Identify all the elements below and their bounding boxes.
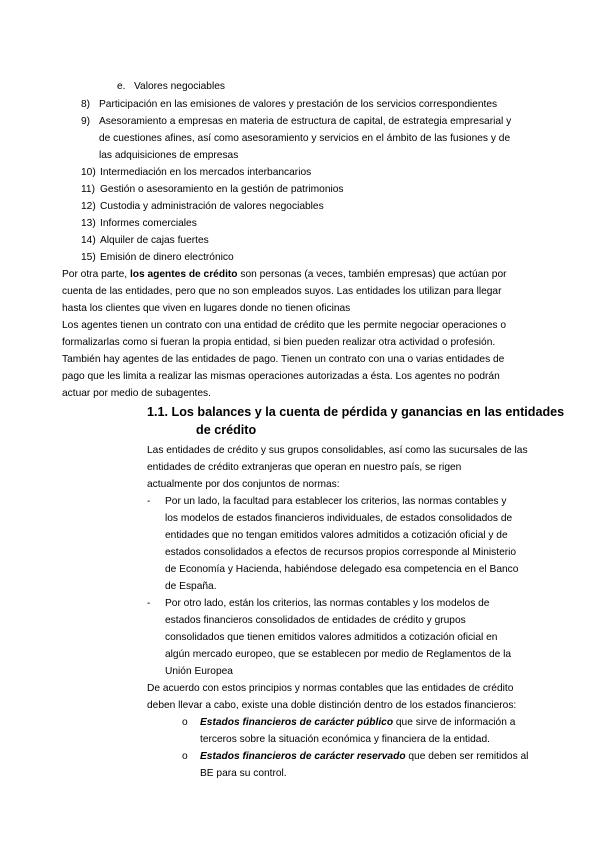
list-text: Emisión de dinero electrónico bbox=[100, 252, 234, 263]
bold-italic-term: Estados financieros de carácter público bbox=[200, 717, 394, 728]
sub-bullet-line: terceros sobre la situación económica y financiera de la entidad. bbox=[200, 734, 490, 745]
list-sub-item-e bbox=[117, 78, 225, 95]
paragraph-line: cuenta de las entidades, pero que no son empleados suyos. Las entidades los utilizan para llegar bbox=[62, 286, 502, 297]
list-text: Gestión o asesoramiento en la gestión de patrimonios bbox=[100, 184, 344, 195]
bullet-line: Por un lado, la facultad para establecer los criterios, las normas contables y bbox=[165, 496, 507, 507]
text-run: que sirve de información a bbox=[393, 717, 516, 728]
paragraph-line: formalizarlas como si fueran la propia entidad, si bien pueden realizar otra actividad o profesión. bbox=[62, 337, 496, 348]
bullet-line: algún mercado europeo, que se establecen por medio de Reglamentos de la bbox=[165, 649, 512, 660]
bullet-line: Por otro lado, están los criterios, las normas contables y los modelos de bbox=[165, 598, 490, 609]
text-run: que deben ser remitidos al bbox=[405, 751, 529, 762]
list-number: 12) bbox=[81, 201, 96, 212]
bullet-line: de España. bbox=[165, 581, 217, 592]
list-text: Asesoramiento a empresas en materia de estructura de capital, de estrategia empresarial y bbox=[99, 116, 512, 127]
bullet-line: de Economía y Hacienda, habiéndose delegado esa competencia en el Banco bbox=[165, 564, 519, 575]
list-marker: e. bbox=[117, 81, 126, 92]
list-text: Intermediación en los mercados interbancarios bbox=[100, 167, 312, 178]
list-text: Valores negociables bbox=[134, 81, 225, 92]
bold-italic-term: Estados financieros de carácter reservado bbox=[200, 751, 406, 762]
list-text: las adquisiciones de empresas bbox=[99, 150, 239, 161]
circle-bullet: o bbox=[182, 751, 188, 762]
dash-bullet: - bbox=[147, 598, 151, 609]
list-number: 10) bbox=[81, 167, 96, 178]
section-heading: 1.1. Los balances y la cuenta de pérdida y ganancias en las entidades bbox=[147, 405, 565, 419]
bullet-line: estados financieros consolidados de entidades de crédito y grupos bbox=[165, 615, 466, 626]
bullet-line: estados consolidados a efectos de recursos propios corresponde al Ministerio bbox=[165, 547, 517, 558]
section-heading-line2: de crédito bbox=[196, 423, 257, 437]
list-text: Participación en las emisiones de valores y prestación de los servicios correspondientes bbox=[99, 99, 498, 110]
paragraph-line: actuar por medio de subagentes. bbox=[62, 388, 211, 399]
paragraph-line: De acuerdo con estos principios y normas contables que las entidades de crédito bbox=[147, 683, 514, 694]
sub-bullet-line bbox=[200, 714, 515, 731]
paragraph-line: deben llevar a cabo, existe una doble distinción dentro de los estados financieros: bbox=[147, 700, 517, 711]
circle-bullet: o bbox=[182, 717, 188, 728]
bullet-line: consolidados que tienen emitidos valores admitidos a cotización oficial en bbox=[165, 632, 498, 643]
paragraph-line bbox=[62, 266, 507, 283]
list-number: 8) bbox=[81, 99, 91, 110]
text-run: son personas (a veces, también empresas) que actúan por bbox=[237, 269, 507, 280]
paragraph-line: Los agentes tienen un contrato con una entidad de crédito que les permite negociar operaciones o bbox=[62, 320, 507, 331]
list-text: Custodia y administración de valores negociables bbox=[100, 201, 324, 212]
list-number: 9) bbox=[81, 116, 91, 127]
bullet-line: los modelos de estados financieros individuales, de estados consolidados de bbox=[165, 513, 513, 524]
list-number: 14) bbox=[81, 235, 96, 246]
bullet-line: entidades que no tengan emitidos valores admitidos a cotización oficial y de bbox=[165, 530, 508, 541]
bold-term: los agentes de crédito bbox=[129, 269, 238, 280]
list-text: de cuestiones afines, así como asesoramiento y servicios en el ámbito de las fusiones y de bbox=[99, 133, 511, 144]
paragraph-line: actualmente por dos conjuntos de normas: bbox=[147, 479, 340, 490]
bullet-line: Unión Europea bbox=[165, 666, 233, 677]
list-number: 11) bbox=[81, 184, 95, 195]
paragraph-line: entidades de crédito extranjeras que operan en nuestro país, se rigen bbox=[147, 462, 462, 473]
paragraph-line: Las entidades de crédito y sus grupos consolidables, así como las sucursales de las bbox=[147, 445, 528, 456]
list-text: Informes comerciales bbox=[100, 218, 197, 229]
text-run: Por otra parte, bbox=[62, 269, 130, 280]
sub-bullet-line bbox=[200, 748, 528, 765]
dash-bullet: - bbox=[147, 496, 151, 507]
sub-bullet-line: BE para su control. bbox=[200, 768, 287, 779]
list-number: 15) bbox=[81, 252, 96, 263]
paragraph-line: pago que les limita a realizar las mismas operaciones autorizadas a ésta. Los agentes no podrán bbox=[62, 371, 500, 382]
list-number: 13) bbox=[81, 218, 96, 229]
list-text: Alquiler de cajas fuertes bbox=[100, 235, 209, 246]
paragraph-line: hasta los clientes que viven en lugares donde no tienen oficinas bbox=[62, 303, 351, 314]
paragraph-line: También hay agentes de las entidades de pago. Tienen un contrato con una o varias entidades de bbox=[62, 354, 505, 365]
